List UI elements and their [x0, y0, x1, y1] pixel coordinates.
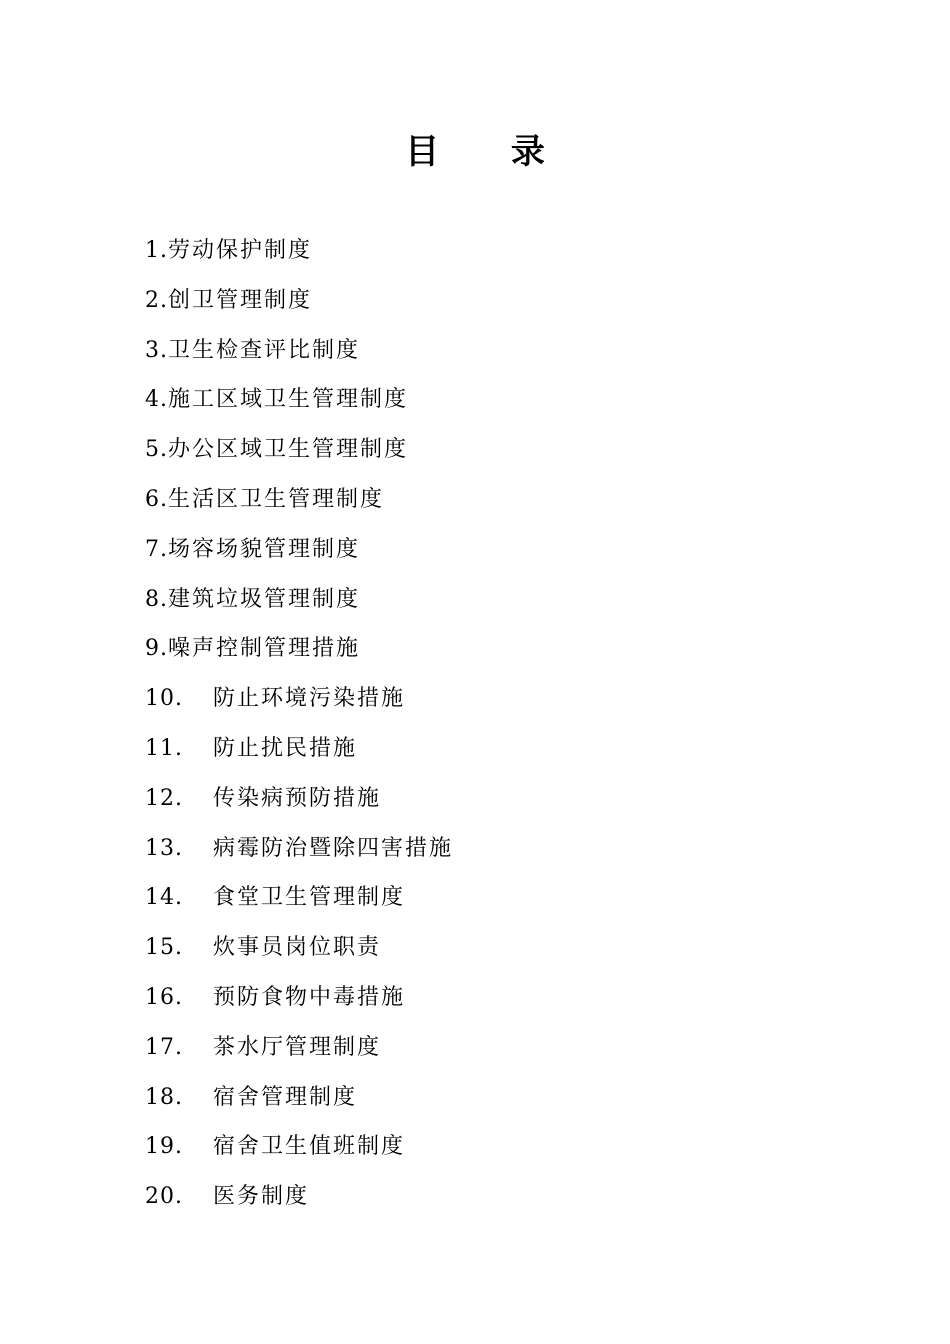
toc-item — [145, 1172, 845, 1222]
toc-item — [145, 774, 845, 824]
toc-item-label: 宿舍卫生值班制度 — [213, 1134, 406, 1160]
toc-item — [145, 873, 845, 923]
toc-item — [145, 425, 845, 475]
toc-item-number: 15. — [145, 935, 183, 961]
toc-item-label: 宿舍管理制度 — [213, 1084, 358, 1110]
toc-item — [145, 525, 845, 575]
toc-item-number: 2. — [145, 287, 168, 313]
toc-item — [145, 276, 845, 326]
toc-item — [145, 475, 845, 525]
toc-item-number: 3. — [145, 337, 168, 363]
toc-item-label: 医务制度 — [213, 1184, 310, 1210]
toc-item-number: 9. — [145, 636, 168, 662]
toc-item-number: 10. — [145, 686, 183, 712]
toc-item-number: 13. — [145, 835, 183, 861]
toc-item-number: 8. — [145, 586, 168, 612]
toc-item-number: 14. — [145, 885, 183, 911]
toc-item — [145, 674, 845, 724]
toc-item-label: 茶水厅管理制度 — [213, 1034, 382, 1060]
toc-item-number: 16. — [145, 984, 183, 1010]
toc-item-label: 办公区域卫生管理制度 — [168, 437, 409, 463]
toc-item-label: 生活区卫生管理制度 — [168, 486, 385, 512]
toc-item — [145, 226, 845, 276]
toc-item-label: 施工区域卫生管理制度 — [168, 387, 409, 413]
toc-item-number: 12. — [145, 785, 183, 811]
toc-item-number: 6. — [145, 486, 168, 512]
toc-item-number: 1. — [145, 238, 168, 263]
toc-item — [145, 326, 845, 376]
toc-item — [145, 1073, 845, 1123]
toc-item-number: 5. — [145, 437, 168, 463]
toc-item — [145, 1122, 845, 1172]
toc-item-label: 防止扰民措施 — [213, 735, 358, 761]
toc-item-number: 18. — [145, 1084, 183, 1110]
toc-item-number: 4. — [145, 387, 168, 413]
toc-item — [145, 375, 845, 425]
toc-item — [145, 824, 845, 874]
toc-item-label: 噪声控制管理措施 — [168, 636, 361, 662]
table-of-contents — [145, 226, 845, 1222]
toc-item-label: 建筑垃圾管理制度 — [168, 586, 361, 612]
toc-item — [145, 624, 845, 674]
toc-item-label: 场容场貌管理制度 — [168, 536, 361, 562]
toc-item-label: 病霉防治暨除四害措施 — [213, 835, 454, 861]
toc-item — [145, 575, 845, 625]
toc-item-number: 17. — [145, 1034, 183, 1060]
toc-item — [145, 724, 845, 774]
toc-item-label: 食堂卫生管理制度 — [213, 885, 406, 911]
toc-item-label: 创卫管理制度 — [168, 287, 313, 313]
toc-item-label: 防止环境污染措施 — [213, 686, 406, 712]
toc-item — [145, 973, 845, 1023]
toc-item-number: 11. — [145, 735, 183, 761]
toc-item-label: 传染病预防措施 — [213, 785, 382, 811]
toc-item-label: 炊事员岗位职责 — [213, 935, 382, 961]
toc-item-label: 劳动保护制度 — [168, 238, 313, 263]
toc-item-number: 19. — [145, 1134, 183, 1160]
page-title: 目 录 — [405, 132, 575, 172]
toc-item-number: 20. — [145, 1184, 183, 1210]
toc-item-label: 预防食物中毒措施 — [213, 984, 406, 1010]
toc-item — [145, 1023, 845, 1073]
toc-item-label: 卫生检查评比制度 — [168, 337, 361, 363]
toc-item — [145, 923, 845, 973]
toc-item-number: 7. — [145, 536, 168, 562]
